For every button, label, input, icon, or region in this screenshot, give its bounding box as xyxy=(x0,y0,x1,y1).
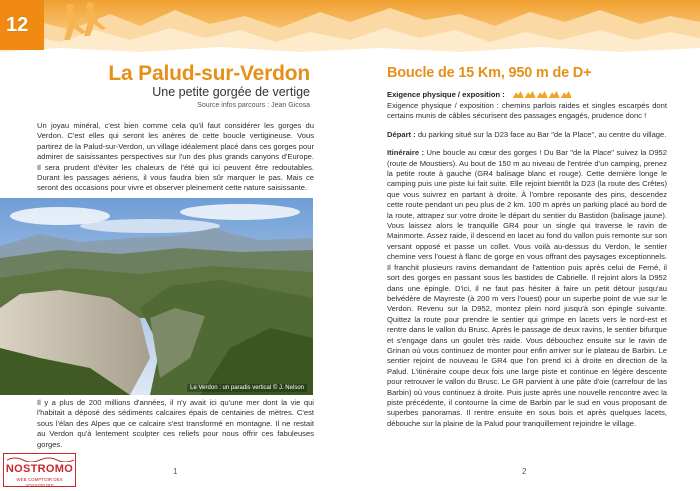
header-banner xyxy=(0,0,700,58)
mountain-banner-graphic xyxy=(0,0,700,58)
mountain-icon xyxy=(561,91,572,98)
photo-caption: Le Verdon : un paradis vertical © J. Nelson xyxy=(187,384,307,392)
route-title: Boucle de 15 Km, 950 m de D+ xyxy=(387,65,592,81)
itinerary-text: Une boucle au cœur des gorges ! Du Bar "de la Place" suivez la D952 (route de Moustiers). Au bout de 150 m au niveau de l'entrée d'un camping, prenez la petite route à gauche (GR4 balisage blanc et rouge). Cette dernière longe le camping puis une piste lui fait suite. Elle rejoint bientôt la D23 (la route des Crêtes) que vous suivrez en partant à droite. À l'ombre reposante des pins, descendez cette route pendant un peu plus de 2 km. 100 m après un parking placé au bord de la route, attrapez sur votre droite le départ du sentier du Bastidon (balisage jaune). Vous laissez alors le tranquille GR4 pour un single qui traverse le ravin de Mainmorte. Assez raide, il descend en lacet au fond du vallon puis remonte sur son versant opposé et passe un collet. Vous voilà au-dessus du Verdon, le sentier chemine vers l'ouest à flanc de gorge en vous offrant des paysages exceptionnels. Il franchit plusieurs ravins demandant de l'attention puis après celui de Ferné, il sort des gorges en passant sous les bastides de Cabrielle. Il rejoint alors la D952 dans une épingle. D'ici, il ne faut pas hésiter à faire un petit détour jusqu'au belvédère de Mayreste (à 200 m vers l'ouest) pour un superbe point de vue sur le Verdon. Revenu sur la D952, montez plein nord jusqu'à son épingle suivante. Quittez la route pour prendre le sentier qui grimpe en lacets vers le nord-est et rentre dans le vallon du Brusc. Après le passage de deux ravins, le sentier bifurque et s'engage dans un goulet très raide. Vous débouchez ensuite sur le ravin de Grinan où vous continuez de monter pour enfin arriver sur le plateau de Barbin. Le sentier rejoint de nouveau le GR4 que l'on prend ici à droite en direction de la Palud. L'itinéraire coupe deux fois une large piste et continue en légère descente pour retrouver le vallon du Brusc. Le GR parvient à une pâte d'oie (carrefour de las Barbin) où vous continuez à droite. Puis juste après une nouvelle rencontre avec la piste précédente, il contourne la cime de Barbin par le sud en vous proposant de superbes panoramas. Il rentre ensuite en sous bois et après quelques lacets, débouche sur la plaine de la Palud pour tranquillement rejoindre le village. xyxy=(387,148,667,428)
mountain-icon xyxy=(513,91,524,98)
itinerary-label: Itinéraire : xyxy=(387,148,425,158)
logo-tagline: WEB COMPTOIR DES VOYAGEURS xyxy=(16,477,63,488)
page-footer-left: 1 xyxy=(173,467,178,476)
geology-paragraph: Il y a plus de 200 millions d'années, il n'y avait ici qu'une mer dont la vie qui l'habitait a déposé des sédiments calcaires épais de centaines de mètres. C'est sous l'élan des Alpes que ce calcaire s'est transformé en montagne. Il ne restait au Verdon qu'à lentement sculpter ces reliefs pour nous offrir ces fabuleuses gorges. xyxy=(37,398,314,449)
depart-text: du parking situé sur la D23 face au Bar "de la Place", au centre du village. xyxy=(415,129,667,139)
intro-paragraph: Un joyau minéral, c'est bien comme cela qu'il faut considérer les gorges du Verdon. C'est elles qui seront les anères de cette boucle vertigineuse. Vous partirez de la Palud-sur-Verdon, un village idéalement placé dans ces gorges pour admirer de saisissantes perspectives sur l'un des plus grands canyons d'Europe. Il sera prudent d'éviter les chaleurs de l'été qui ici peuvent être redoutables. Durant les passages aériens, il vous faudra bien sûr marquer le pas. Mais ce seront des occasions pour vivre et observer pleinement cette nature saisissante. xyxy=(37,121,314,193)
page-footer-right: 2 xyxy=(522,467,527,476)
mountain-icon xyxy=(537,91,548,98)
title-block xyxy=(37,62,314,111)
page-subtitle: Une petite gorgée de vertige xyxy=(152,85,310,99)
depart-label: Départ : xyxy=(387,129,416,139)
left-column xyxy=(37,62,314,194)
source-credit: Source infos parcours : Jean Gicosa xyxy=(197,102,310,109)
page-title: La Palud-sur-Verdon xyxy=(108,62,310,85)
difficulty-text: Exigence physique / exposition : chemins parfois raides et singles escarpés dont certains munis de câbles sécurisent des passages engagés, prudence donc ! xyxy=(387,101,667,121)
page-number: 12 xyxy=(6,14,29,36)
logo-name: NOSTROMO xyxy=(5,463,74,475)
difficulty-rating xyxy=(513,91,572,98)
difficulty-row xyxy=(387,90,667,99)
depart-paragraph xyxy=(387,130,667,140)
gorge-photo xyxy=(0,198,313,395)
itinerary-paragraph xyxy=(387,148,667,429)
difficulty-label: Exigence physique / exposition : xyxy=(387,90,505,99)
mountain-icon xyxy=(549,91,560,98)
geology-text-block xyxy=(37,398,314,450)
right-column xyxy=(387,64,667,429)
logo-wave-icon xyxy=(7,456,74,462)
nostromo-logo[interactable] xyxy=(3,453,76,487)
mountain-icon xyxy=(525,91,536,98)
